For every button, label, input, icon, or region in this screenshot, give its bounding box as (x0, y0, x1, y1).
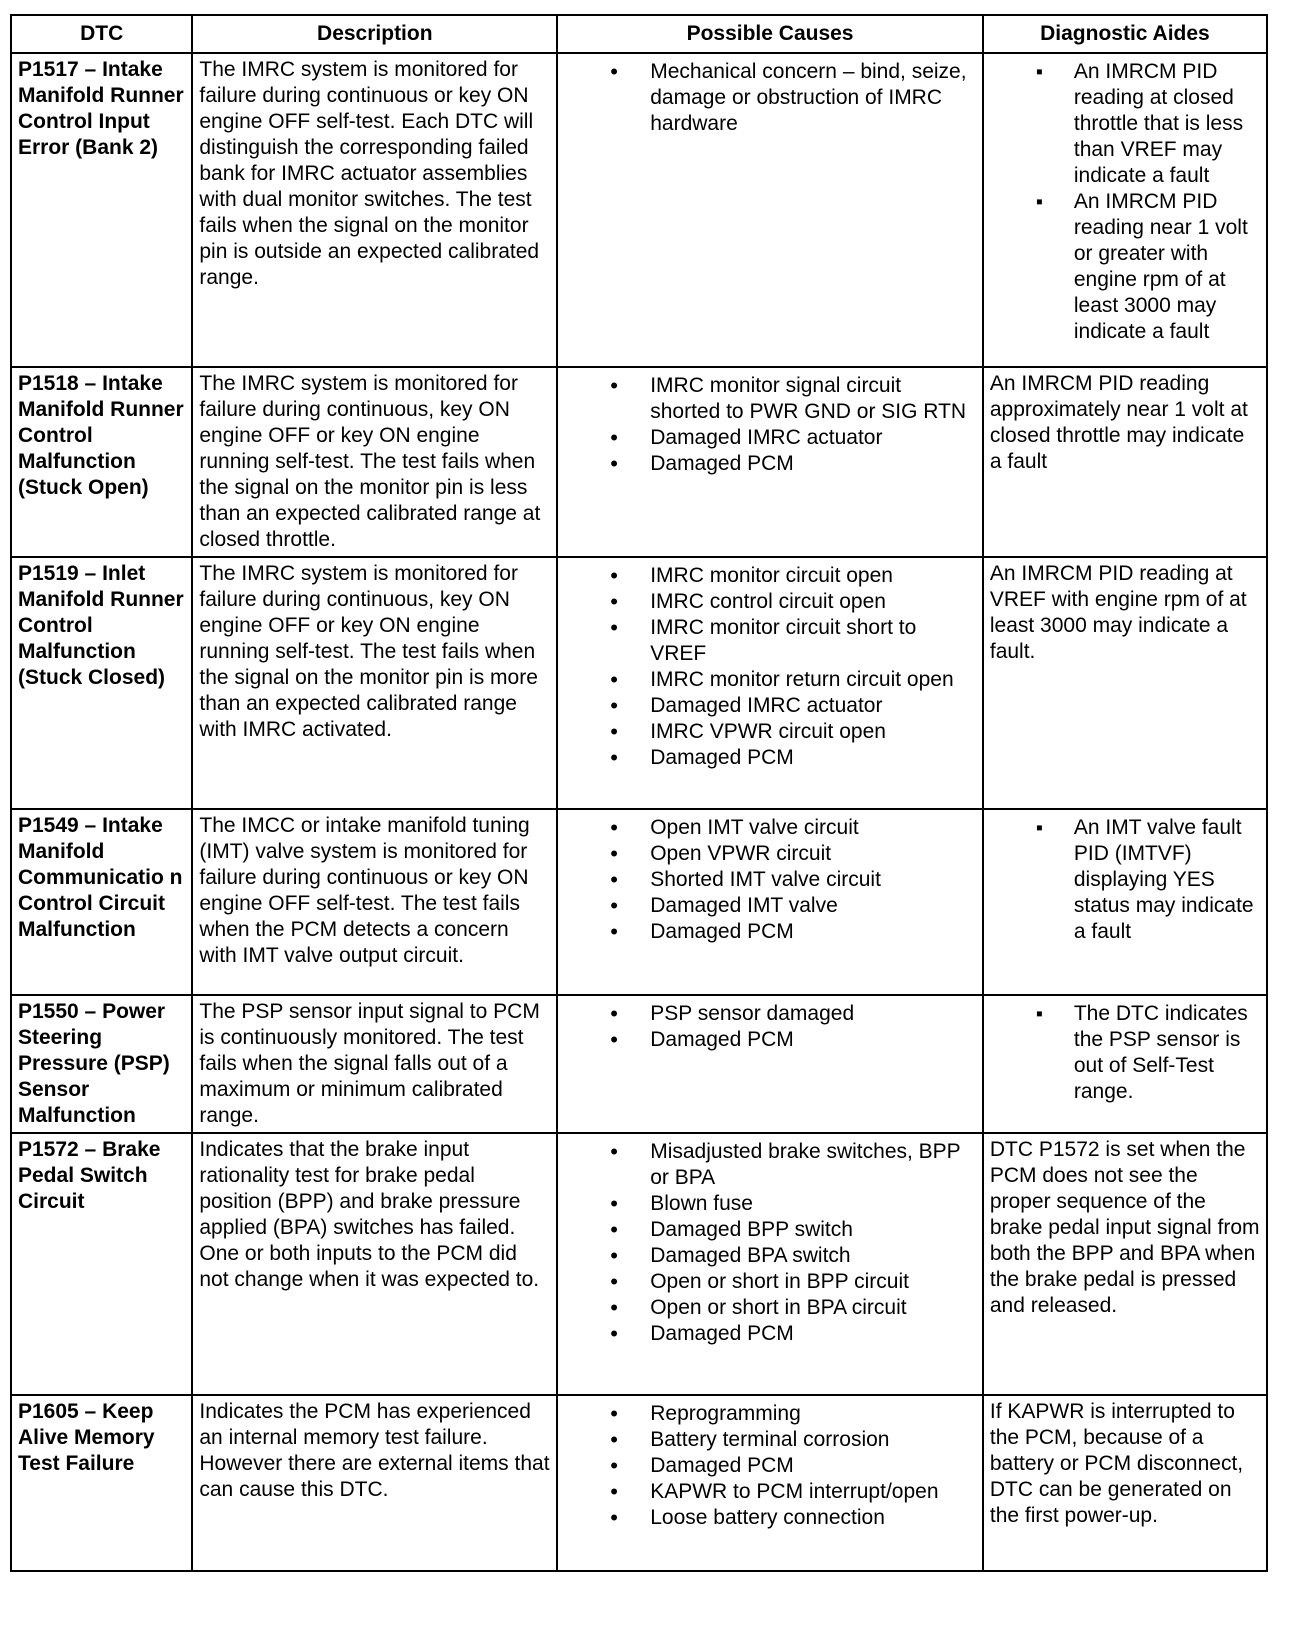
cause-item: • KAPWR to PCM interrupt/open (564, 1479, 976, 1505)
dtc-table-body (11, 53, 1267, 1571)
possible-causes (557, 367, 983, 557)
cause-item: • Blown fuse (564, 1191, 976, 1217)
diagnostic-aides (983, 1395, 1267, 1571)
aide-text: An IMRCM PID reading at VREF with engine rpm of at least 3000 may indicate a fault. (989, 562, 1247, 663)
dtc-code: P1519 – Inlet Manifold Runner Control Malfunction (Stuck Closed) (11, 557, 192, 809)
dtc-code: P1550 – Power Steering Pressure (PSP) Sensor Malfunction (11, 995, 192, 1133)
cause-item: • Battery terminal corrosion (564, 1427, 976, 1453)
cause-item: • Mechanical concern – bind, seize, damage or obstruction of IMRC hardware (564, 59, 976, 137)
cause-item: • Loose battery connection (564, 1505, 976, 1531)
dtc-description: The IMRC system is monitored for failure during continuous, key ON engine OFF or key ON engine running self-test. The test fails when the signal on the monitor pin is more than an expected calibrated range with IMRC activated. (192, 557, 557, 809)
dtc-code: P1605 – Keep Alive Memory Test Failure (11, 1395, 192, 1571)
possible-causes (557, 1133, 983, 1395)
cause-item: • IMRC control circuit open (564, 589, 976, 615)
cause-item: • Reprogramming (564, 1401, 976, 1427)
possible-causes (557, 557, 983, 809)
possible-causes (557, 53, 983, 367)
causes-list (564, 1401, 976, 1531)
causes-list (564, 815, 976, 945)
dtc-page (10, 14, 1268, 1572)
table-row (11, 995, 1267, 1133)
table-row (11, 1395, 1267, 1571)
aides-list (990, 1001, 1260, 1105)
cause-item: • IMRC monitor return circuit open (564, 667, 976, 693)
cause-item: • Damaged BPP switch (564, 1217, 976, 1243)
dtc-description: The IMCC or intake manifold tuning (IMT) valve system is monitored for failure during continuous or key ON engine OFF self-test. The test fails when the PCM detects a concern with IMT valve output circuit. (192, 809, 557, 995)
cause-item: • IMRC monitor circuit open (564, 563, 976, 589)
dtc-description: Indicates that the brake input rationality test for brake pedal position (BPP) and brake pressure applied (BPA) switches has failed. One or both inputs to the PCM did not change when it was expected to. (192, 1133, 557, 1395)
cause-item: • Shorted IMT valve circuit (564, 867, 976, 893)
cause-item: • Open or short in BPA circuit (564, 1295, 976, 1321)
cause-item: • Damaged PCM (564, 745, 976, 771)
cause-item: • Damaged PCM (564, 451, 976, 477)
table-row (11, 53, 1267, 367)
cause-item: • Damaged PCM (564, 1027, 976, 1053)
dtc-description: The IMRC system is monitored for failure during continuous, key ON engine OFF or key ON engine running self-test. The test fails when the signal on the monitor pin is less than an expected calibrated range at closed throttle. (192, 367, 557, 557)
aide-text: DTC P1572 is set when the PCM does not see the proper sequence of the brake pedal input signal from both the BPP and BPA when the brake pedal is pressed and released. (989, 1138, 1260, 1317)
aide-item: ▪ An IMRCM PID reading at closed throttle that is less than VREF may indicate a fault (990, 59, 1260, 189)
cause-item: • Damaged IMT valve (564, 893, 976, 919)
table-row (11, 1133, 1267, 1395)
cause-item: • IMRC monitor signal circuit shorted to PWR GND or SIG RTN (564, 373, 976, 425)
cause-item: • Damaged IMRC actuator (564, 425, 976, 451)
aide-text: An IMRCM PID reading approximately near 1 volt at closed throttle may indicate a fault (989, 372, 1248, 473)
diagnostic-aides (983, 995, 1267, 1133)
table-row (11, 809, 1267, 995)
diagnostic-aides (983, 557, 1267, 809)
aides-list (990, 59, 1260, 345)
causes-list (564, 1139, 976, 1347)
cause-item: • Misadjusted brake switches, BPP or BPA (564, 1139, 976, 1191)
aide-item: ▪ The DTC indicates the PSP sensor is out of Self-Test range. (990, 1001, 1260, 1105)
dtc-table (10, 14, 1268, 1572)
causes-list (564, 563, 976, 771)
cause-item: • Damaged BPA switch (564, 1243, 976, 1269)
cause-item: • IMRC monitor circuit short to VREF (564, 615, 976, 667)
header-diagnostic-aides: Diagnostic Aides (983, 15, 1267, 53)
dtc-code: P1517 – Intake Manifold Runner Control Input Error (Bank 2) (11, 53, 192, 367)
cause-item: • Damaged PCM (564, 919, 976, 945)
possible-causes (557, 809, 983, 995)
cause-item: • Open or short in BPP circuit (564, 1269, 976, 1295)
dtc-code: P1572 – Brake Pedal Switch Circuit (11, 1133, 192, 1395)
causes-list (564, 59, 976, 137)
header-dtc: DTC (11, 15, 192, 53)
header-row (11, 15, 1267, 53)
dtc-code: P1549 – Intake Manifold Communicatio n Control Circuit Malfunction (11, 809, 192, 995)
cause-item: • Damaged IMRC actuator (564, 693, 976, 719)
diagnostic-aides (983, 809, 1267, 995)
header-description: Description (192, 15, 557, 53)
causes-list (564, 1001, 976, 1053)
dtc-description: The IMRC system is monitored for failure during continuous or key ON engine OFF self-test. Each DTC will distinguish the corresponding failed bank for IMRC actuator assemblies with dual monitor switches. The test fails when the signal on the monitor pin is outside an expected calibrated range. (192, 53, 557, 367)
diagnostic-aides (983, 53, 1267, 367)
aide-item: ▪ An IMRCM PID reading near 1 volt or greater with engine rpm of at least 3000 may indicate a fault (990, 189, 1260, 345)
aides-list (990, 815, 1260, 945)
cause-item: • Damaged PCM (564, 1321, 976, 1347)
aide-item: ▪ An IMT valve fault PID (IMTVF) displaying YES status may indicate a fault (990, 815, 1260, 945)
table-row (11, 557, 1267, 809)
aide-text: If KAPWR is interrupted to the PCM, because of a battery or PCM disconnect, DTC can be generated on the first power-up. (989, 1400, 1244, 1527)
cause-item: • IMRC VPWR circuit open (564, 719, 976, 745)
cause-item: • Open VPWR circuit (564, 841, 976, 867)
cause-item: • Open IMT valve circuit (564, 815, 976, 841)
diagnostic-aides (983, 367, 1267, 557)
dtc-description: The PSP sensor input signal to PCM is continuously monitored. The test fails when the signal falls out of a maximum or minimum calibrated range. (192, 995, 557, 1133)
possible-causes (557, 1395, 983, 1571)
cause-item: • Damaged PCM (564, 1453, 976, 1479)
causes-list (564, 373, 976, 477)
diagnostic-aides (983, 1133, 1267, 1395)
header-possible-causes: Possible Causes (557, 15, 983, 53)
dtc-code: P1518 – Intake Manifold Runner Control Malfunction (Stuck Open) (11, 367, 192, 557)
table-row (11, 367, 1267, 557)
cause-item: • PSP sensor damaged (564, 1001, 976, 1027)
dtc-description: Indicates the PCM has experienced an internal memory test failure. However there are external items that can cause this DTC. (192, 1395, 557, 1571)
possible-causes (557, 995, 983, 1133)
